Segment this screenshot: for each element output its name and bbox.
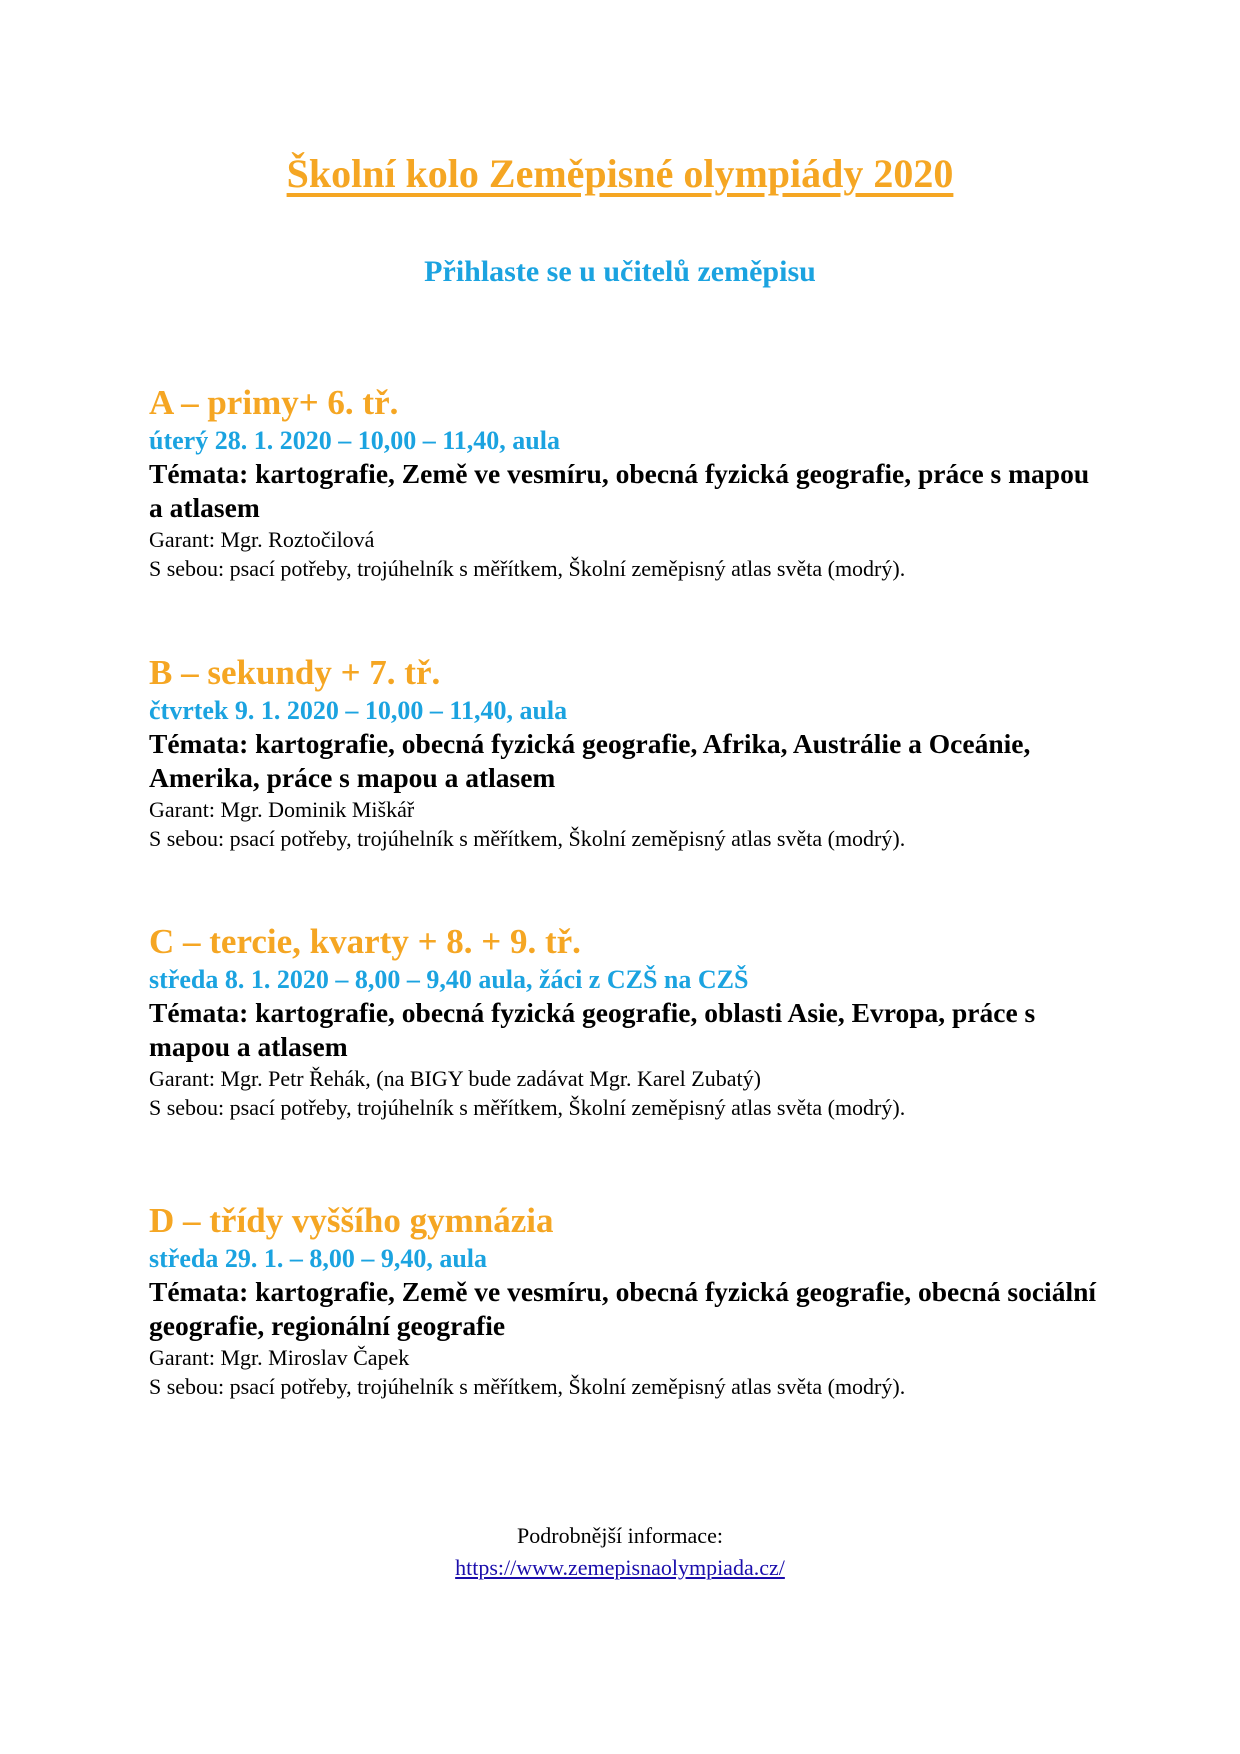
- section-c: [149, 920, 1109, 1122]
- topics-text: kartografie, Země ve vesmíru, obecná fyzická geografie, obecná sociální geografie, regionální geografie: [149, 1276, 1097, 1341]
- section-date: středa 29. 1. – 8,00 – 9,40, aula: [149, 1244, 487, 1273]
- section-heading: A – primy+ 6. tř.: [149, 383, 399, 422]
- section-heading: B – sekundy + 7. tř.: [149, 653, 441, 692]
- section-d: [149, 1199, 1109, 1401]
- section-topics: [149, 727, 1109, 795]
- section-date: čtvrtek 9. 1. 2020 – 10,00 – 11,40, aula: [149, 696, 568, 725]
- footer-link[interactable]: https://www.zemepisnaolympiada.cz/: [455, 1555, 785, 1580]
- section-topics: [149, 457, 1109, 525]
- section-bring: S sebou: psací potřeby, trojúhelník s měřítkem, Školní zeměpisný atlas světa (modrý).: [149, 1374, 906, 1399]
- topics-text: kartografie, obecná fyzická geografie, oblasti Asie, Evropa, práce s mapou a atlasem: [149, 997, 1036, 1062]
- section-date: úterý 28. 1. 2020 – 10,00 – 11,40, aula: [149, 426, 560, 455]
- section-bring: S sebou: psací potřeby, trojúhelník s měřítkem, Školní zeměpisný atlas světa (modrý).: [149, 1095, 906, 1120]
- section-bring: S sebou: psací potřeby, trojúhelník s měřítkem, Školní zeměpisný atlas světa (modrý).: [149, 556, 906, 581]
- page-subtitle: Přihlaste se u učitelů zeměpisu: [424, 255, 816, 288]
- topics-label: Témata:: [149, 997, 256, 1028]
- section-topics: [149, 1275, 1109, 1343]
- topics-label: Témata:: [149, 458, 256, 489]
- section-bring: S sebou: psací potřeby, trojúhelník s měřítkem, Školní zeměpisný atlas světa (modrý).: [149, 826, 906, 851]
- footer-label: Podrobnější informace:: [517, 1523, 723, 1548]
- topics-text: kartografie, Země ve vesmíru, obecná fyzická geografie, práce s mapou a atlasem: [149, 458, 1090, 523]
- topics-text: kartografie, obecná fyzická geografie, Afrika, Austrálie a Oceánie, Amerika, práce s mapou a atlasem: [149, 728, 1031, 793]
- section-garant: Garant: Mgr. Miroslav Čapek: [149, 1345, 410, 1370]
- footer: [0, 1520, 1240, 1584]
- section-heading: D – třídy vyššího gymnázia: [149, 1201, 554, 1240]
- page-title: Školní kolo Zeměpisné olympiády 2020: [286, 151, 954, 196]
- section-b: [149, 651, 1109, 853]
- section-garant: Garant: Mgr. Petr Řehák, (na BIGY bude zadávat Mgr. Karel Zubatý): [149, 1066, 761, 1091]
- section-topics: [149, 996, 1109, 1064]
- section-garant: Garant: Mgr. Roztočilová: [149, 527, 375, 552]
- topics-label: Témata:: [149, 728, 256, 759]
- section-a: [149, 381, 1109, 583]
- section-heading: C – tercie, kvarty + 8. + 9. tř.: [149, 922, 581, 961]
- topics-label: Témata:: [149, 1276, 256, 1307]
- section-date: středa 8. 1. 2020 – 8,00 – 9,40 aula, žáci z CZŠ na CZŠ: [149, 965, 749, 994]
- section-garant: Garant: Mgr. Dominik Miškář: [149, 797, 415, 822]
